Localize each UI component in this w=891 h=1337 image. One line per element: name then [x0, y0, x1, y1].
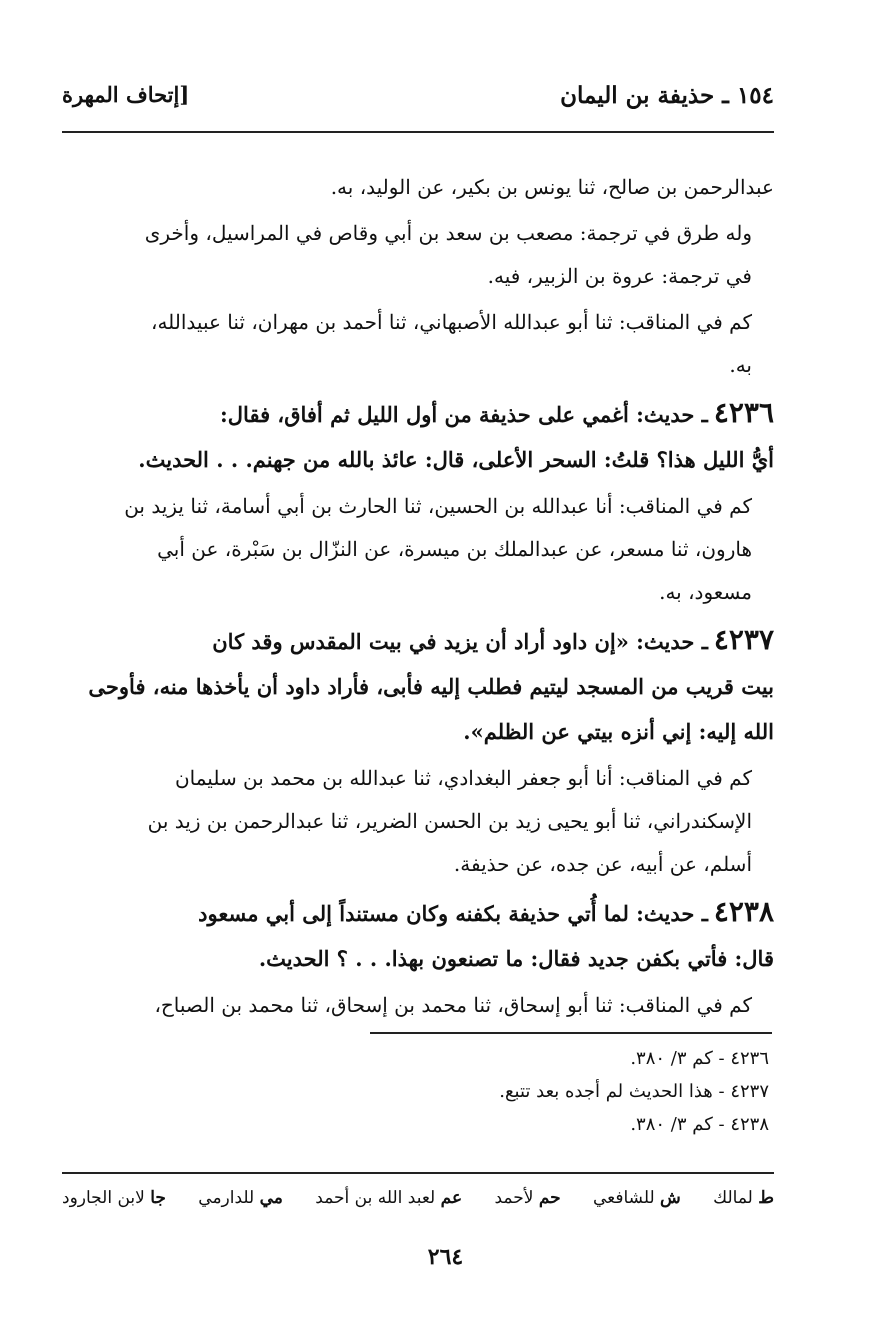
chapter-title: ١٥٤ ـ حذيفة بن اليمان [560, 82, 774, 109]
abbreviation-code: مي [259, 1188, 283, 1208]
abbreviation-name: لابن الجارود [62, 1188, 145, 1208]
abbreviation [494, 1188, 560, 1208]
text-line: قال: فأتي بكفن جديد فقال: ما تصنعون بهذا. . . ؟ الحديث. [258, 946, 774, 971]
text-line: به. [729, 353, 752, 377]
abbreviation [315, 1188, 462, 1208]
main-text [64, 166, 774, 1030]
abbreviation [62, 1188, 166, 1208]
text-line: أيُّ الليل هذا؟ قلتُ: السحر الأعلى، قال: عائذ بالله من جهنم. . . الحديث. [138, 447, 774, 472]
running-header [62, 82, 774, 118]
text-line: هارون، ثنا مسعر، عن عبدالملك بن ميسرة، عن النزّال بن سَبْرة، عن أبي [157, 537, 752, 561]
abbreviation-code: ش [660, 1188, 681, 1208]
hadith-text: ـ حديث: أغمي على حذيفة من أول الليل ثم أفاق، فقال: [220, 402, 708, 427]
hadith-4236 [64, 390, 774, 482]
hadith-text: ـ حديث: «إن داود أراد أن يزيد في بيت المقدس وقد كان [212, 629, 708, 654]
hadith-number: ٤٢٣٧ [713, 623, 774, 656]
text-line [64, 617, 774, 664]
text-line: كم في المناقب: ثنا أبو إسحاق، ثنا محمد بن إسحاق، ثنا محمد بن الصباح، [154, 993, 752, 1017]
abbreviation [593, 1188, 681, 1208]
paragraph [64, 166, 774, 209]
footnote: ٤٢٣٦ - كم ٣/ ٣٨٠. [630, 1048, 769, 1069]
abbreviation-name: للشافعي [592, 1188, 655, 1208]
book-title: [إتحاف المهرة [62, 82, 190, 107]
abbreviation-name: لمالك [713, 1188, 753, 1208]
paragraph [64, 485, 774, 614]
text-line: وله طرق في ترجمة: مصعب بن سعد بن أبي وقاص في المراسيل، وأخرى [144, 221, 752, 245]
text-line: أسلم، عن أبيه، عن جده، عن حذيفة. [453, 852, 752, 876]
hadith-text: ـ حديث: لما أُتي حذيفة بكفنه وكان مستنداً إلى أبي مسعود [198, 901, 708, 926]
abbreviation-code: جا [150, 1188, 166, 1208]
abbreviation-code: عم [440, 1188, 463, 1208]
text-line [64, 889, 774, 936]
paragraph [64, 212, 774, 298]
text-line: عبدالرحمن بن صالح، ثنا يونس بن بكير، عن الوليد، به. [330, 175, 774, 199]
abbreviations-key [62, 1188, 774, 1208]
hadith-4238 [64, 889, 774, 981]
hadith-number: ٤٢٣٦ [713, 396, 774, 429]
text-line [64, 390, 774, 437]
footnote-rule [370, 1032, 772, 1034]
abbreviations-rule [62, 1172, 774, 1174]
text-line: بيت قريب من المسجد ليتيم فطلب إليه فأبى، فأراد داود أن يأخذها منه، فأوحى [88, 674, 774, 699]
footnote: ٤٢٣٧ - هذا الحديث لم أجده بعد تتبع. [499, 1081, 769, 1102]
hadith-number: ٤٢٣٨ [713, 895, 774, 928]
text-line: كم في المناقب: أنا أبو جعفر البغدادي، ثنا عبدالله بن محمد بن سليمان [174, 766, 752, 790]
text-line: مسعود، به. [659, 580, 752, 604]
abbreviation-name: لأحمد [494, 1188, 534, 1208]
abbreviation-code: ط [758, 1188, 774, 1208]
abbreviation-code: حم [538, 1188, 561, 1208]
abbreviation [713, 1188, 774, 1208]
paragraph [64, 757, 774, 886]
text-line: الله إليه: إني أنزه بيتي عن الظلم». [463, 719, 774, 744]
page-number: ٢٦٤ [427, 1244, 464, 1270]
paragraph [64, 984, 774, 1027]
paragraph [64, 301, 774, 387]
header-rule [62, 131, 774, 133]
text-line: الإسكندراني، ثنا أبو يحيى زيد بن الحسن الضرير، ثنا عبدالرحمن بن زيد بن [147, 809, 752, 833]
footnote: ٤٢٣٨ - كم ٣/ ٣٨٠. [630, 1114, 769, 1135]
abbreviation-name: للدارمي [198, 1188, 255, 1208]
abbreviation [198, 1188, 283, 1208]
abbreviation-name: لعبد الله بن أحمد [315, 1188, 436, 1208]
text-line: في ترجمة: عروة بن الزبير، فيه. [487, 264, 752, 288]
footnotes [389, 1042, 769, 1141]
text-line: كم في المناقب: أنا عبدالله بن الحسين، ثنا الحارث بن أبي أسامة، ثنا يزيد بن [124, 494, 752, 518]
text-line: كم في المناقب: ثنا أبو عبدالله الأصبهاني، ثنا أحمد بن مهران، ثنا عبيدالله، [150, 310, 752, 334]
hadith-4237 [64, 617, 774, 754]
